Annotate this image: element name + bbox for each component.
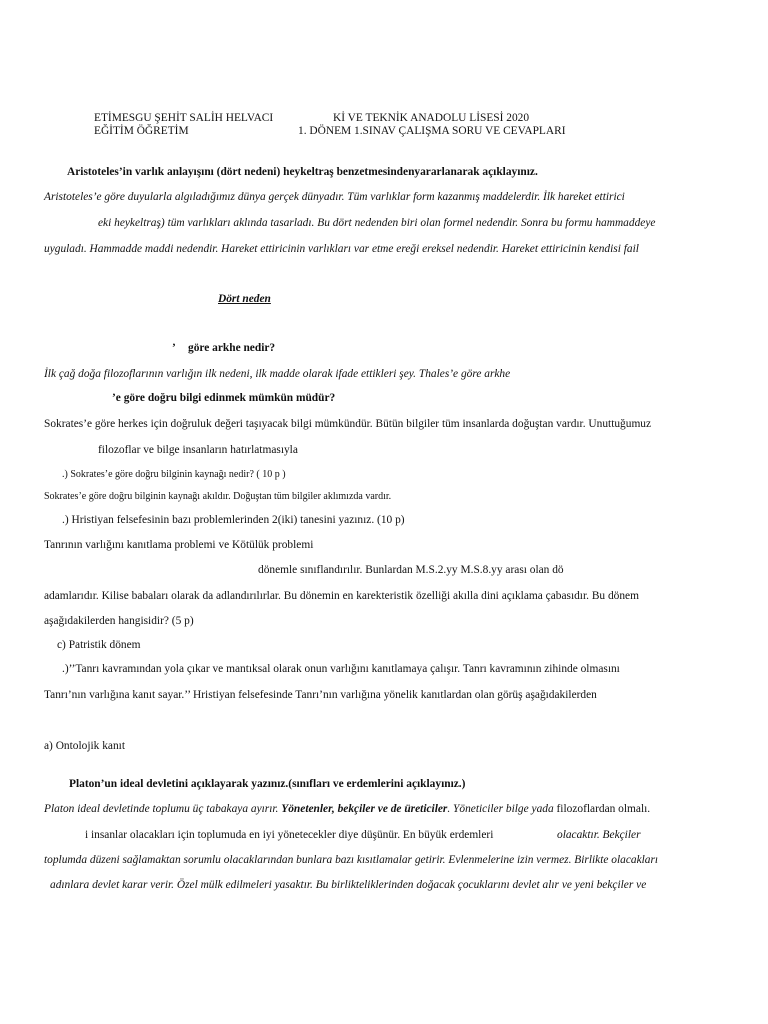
q7-question-line: .)’’Tanrı kavramından yola çıkar ve mantıksal olarak onun varlığını kanıtlamaya çalışır. Tanrı kavramının zihinde olmasını xyxy=(62,663,620,675)
q1-answer-line: eki heykeltraş) tüm varlıkları aklında tasarladı. Bu dört nedenden biri olan formel nedendir. Sonra bu formu hammaddeye xyxy=(98,217,656,229)
q8-answer-line3: toplumda düzeni sağlamaktan sorumlu olacaklarından bunlara bazı kısıtlamalar getirir. Evlenmelerine izin vermez. Birlikte olacakları xyxy=(44,854,659,866)
header-exam-title: 1. DÖNEM 1.SINAV ÇALIŞMA SORU VE CEVAPLARI xyxy=(298,125,566,137)
q5-answer: Tanrının varlığını kanıtlama problemi ve Kötülük problemi xyxy=(44,539,314,551)
header-school-name: ETİMESGU ŞEHİT SALİH HELVACI xyxy=(94,112,274,124)
q1-question: Aristoteles’in varlık anlayışını (dört nedeni) heykeltraş benzetmesindenyararlanarak açıklayınız. xyxy=(67,166,538,178)
q8-classes-emphasis: Yönetenler, bekçiler ve de üreticiler xyxy=(281,803,448,815)
q8-answer-line2-a: i insanlar olacakları için toplumuda en iyi yönetecekler diye düşünür. En büyük erdemleri xyxy=(85,829,494,841)
q3-answer-line: filozoflar ve bilge insanların hatırlatmasıyla xyxy=(98,444,298,456)
q1-answer-line: uyguladı. Hammadde maddi nedendir. Hareket ettiricinin varlıkları var etme ereği ereksel nedendir. Hareket ettiricinin kendisi fail xyxy=(44,243,639,255)
q1-label-dort-neden: Dört neden xyxy=(218,293,271,305)
header-academic-year: EĞİTİM ÖĞRETİM xyxy=(94,125,189,137)
q8-answer-line2-b: olacaktır. Bekçiler xyxy=(557,829,641,841)
q8-question: Platon’un ideal devletini açıklayarak yazınız.(sınıfları ve erdemlerini açıklayınız.) xyxy=(69,778,466,790)
q6-question-line: dönemle sınıflandırılır. Bunlardan M.S.2.yy M.S.8.yy arası olan dö xyxy=(258,564,564,576)
header-school-name-cont: Kİ VE TEKNİK ANADOLU LİSESİ 2020 xyxy=(333,112,530,124)
q7-answer: a) Ontolojik kanıt xyxy=(44,740,125,752)
q2-question: göre arkhe nedir? xyxy=(188,342,276,354)
q8-answer-line1 xyxy=(44,802,650,816)
q8-text: . Yöneticiler bilge yada xyxy=(447,803,554,815)
q1-answer-line: Aristoteles’e göre duyularla algıladığımız dünya gerçek dünyadır. Tüm varlıklar form kazanmış maddelerdir. İlk hareket ettirici xyxy=(44,191,625,203)
q2-answer: İlk çağ doğa filozoflarının varlığın ilk nedeni, ilk madde olarak ifade ettikleri şey. Thales’e göre arkhe xyxy=(44,368,511,380)
q7-question-line: Tanrı’nın varlığına kanıt sayar.’’ Hristiyan felsefesinde Tanrı’nın varlığına yönelik kanıtlardan olan görüş aşağıdakilerden xyxy=(44,689,597,701)
q8-text: Platon ideal devletinde toplumu üç tabakaya ayırır. xyxy=(44,803,279,815)
q8-answer-line4: adınlara devlet karar verir. Özel mülk edilmeleri yasaktır. Bu birlikteliklerinden doğacak çocuklarını devlet alır ve yeni bekçiler ve xyxy=(50,879,647,891)
q4-question: .) Sokrates’e göre doğru bilginin kaynağı nedir? ( 10 p ) xyxy=(62,469,286,480)
q3-question: ’e göre doğru bilgi edinmek mümkün müdür? xyxy=(112,392,336,404)
q2-question-mark: ’ xyxy=(172,342,176,354)
q6-question-line: adamlarıdır. Kilise babaları olarak da adlandırılırlar. Bu dönemin en karekteristik özelliği akılla dini açıklama çabasıdır. Bu dönem xyxy=(44,590,639,602)
q6-question-line: aşağıdakilerden hangisidir? (5 p) xyxy=(44,615,194,627)
q8-text: filozoflardan olmalı. xyxy=(556,803,651,815)
q4-answer: Sokrates’e göre doğru bilginin kaynağı akıldır. Doğuştan tüm bilgiler aklımızda vardır. xyxy=(44,491,392,502)
q6-answer: c) Patristik dönem xyxy=(57,639,141,651)
q5-question: .) Hristiyan felsefesinin bazı problemlerinden 2(iki) tanesini yazınız. (10 p) xyxy=(62,514,405,526)
q3-answer-line: Sokrates’e göre herkes için doğruluk değeri taşıyacak bilgi mümkündür. Bütün bilgiler tüm insanlarda doğuştan vardır. Unuttuğumuz xyxy=(44,418,652,430)
